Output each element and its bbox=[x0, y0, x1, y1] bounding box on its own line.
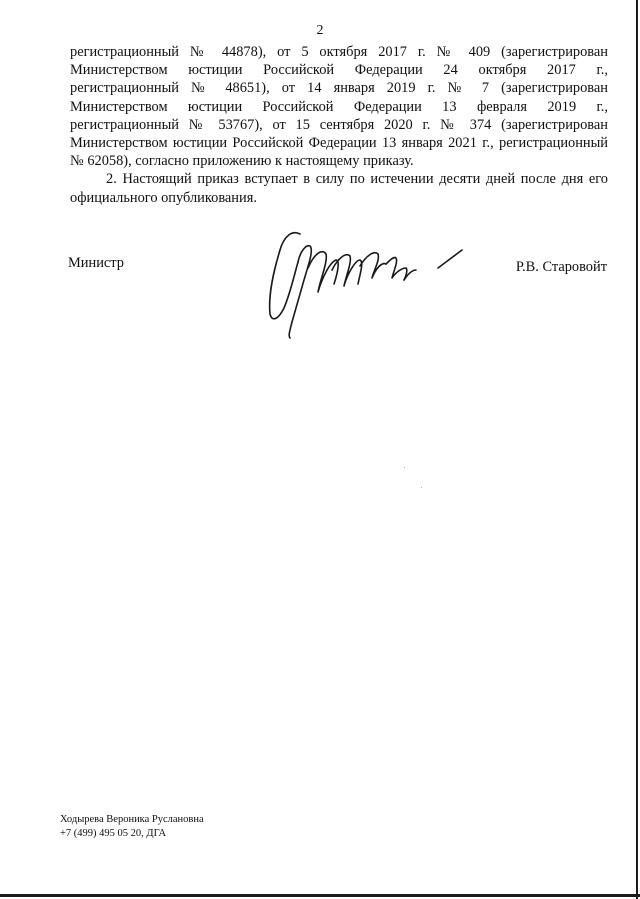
body-line: 2. Настоящий приказ вступает в силу по истечении десяти дней после дня его bbox=[106, 171, 608, 188]
executor-phone: +7 (499) 495 05 20, ДГА bbox=[60, 827, 167, 839]
scan-border-bottom bbox=[0, 894, 640, 897]
body-line: № 62058), согласно приложению к настоящему приказу. bbox=[70, 153, 414, 170]
scan-speck bbox=[404, 467, 405, 468]
scan-speck bbox=[421, 487, 422, 488]
signatory-name: Р.В. Старовойт bbox=[515, 259, 607, 275]
executor-footer bbox=[60, 813, 204, 840]
body-line: регистрационный № 53767), от 15 сентября 2020 г. № 374 (зарегистрирован bbox=[70, 116, 608, 133]
body-line: регистрационный № 48651), от 14 января 2019 г. № 7 (зарегистрирован bbox=[70, 80, 608, 97]
scan-border-right bbox=[636, 0, 638, 899]
executor-name: Ходырева Вероника Руслановна bbox=[60, 814, 204, 825]
document-body bbox=[70, 43, 608, 207]
body-line: Министерством юстиции Российской Федерации 24 октября 2017 г., bbox=[70, 62, 608, 79]
body-line: Министерством юстиции Российской Федерации 13 января 2021 г., регистрационный bbox=[70, 135, 608, 152]
page-number: 2 bbox=[316, 23, 324, 38]
paragraph-1 bbox=[70, 43, 608, 170]
signatory-title: Министр bbox=[68, 255, 124, 271]
body-line: официального опубликования. bbox=[70, 189, 257, 206]
handwritten-signature bbox=[262, 222, 472, 342]
paragraph-2 bbox=[70, 170, 608, 206]
body-line: Министерством юстиции Российской Федерации 13 февраля 2019 г., bbox=[70, 98, 608, 115]
body-line: регистрационный № 44878), от 5 октября 2017 г. № 409 (зарегистрирован bbox=[70, 44, 608, 60]
